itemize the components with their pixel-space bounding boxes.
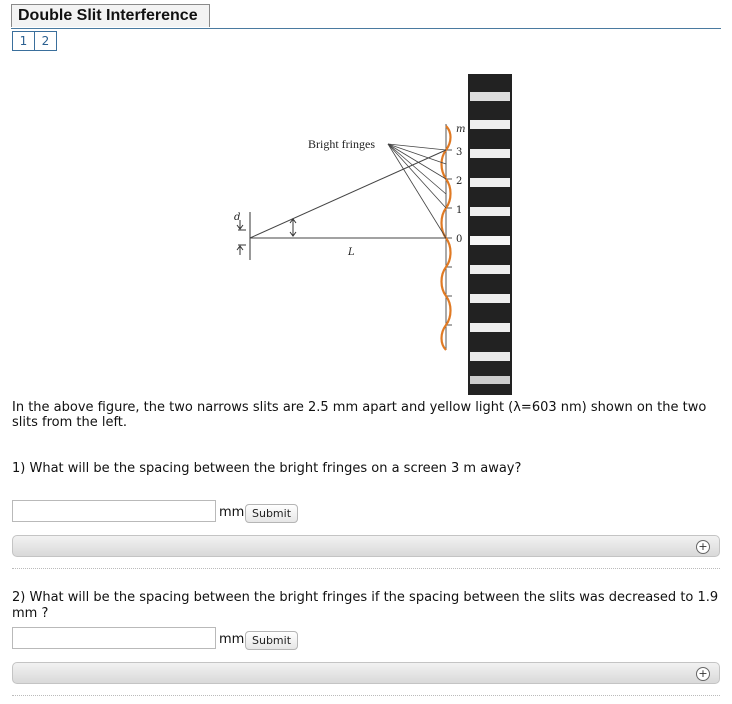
order-1-label: 1 (456, 205, 463, 216)
separator (12, 568, 720, 569)
submit-button-2[interactable]: Submit (245, 631, 298, 650)
order-2-label: 2 (456, 176, 463, 187)
expand-plus-icon[interactable]: + (696, 667, 710, 681)
page-tab-2[interactable]: 2 (34, 31, 57, 51)
double-slit-figure (220, 70, 520, 400)
d-label: d (234, 212, 241, 223)
page-title: Double Slit Interference (11, 4, 210, 27)
intro-text: In the above figure, the two narrows slits are 2.5 mm apart and yellow light (λ=603 nm) shown on the two slits from the left. (12, 400, 707, 430)
answer-input-2[interactable] (12, 627, 216, 649)
question-2-text: 2) What will be the spacing between the bright fringes if the spacing between the slits was decreased to 1.9 mm ? (12, 590, 719, 621)
answer-input-1[interactable] (12, 500, 216, 522)
hint-bar-1[interactable] (12, 535, 720, 557)
leader-lines (388, 144, 446, 238)
hint-bar-2[interactable] (12, 662, 720, 684)
m-label: m (456, 124, 466, 135)
expand-plus-icon[interactable]: + (696, 540, 710, 554)
ray-to-m3 (250, 150, 446, 238)
page-tab-1[interactable]: 1 (12, 31, 35, 51)
title-bar (11, 4, 721, 29)
unit-label-1: mm (219, 505, 245, 520)
order-0-label: 0 (456, 234, 463, 245)
order-3-label: 3 (456, 147, 463, 158)
unit-label-2: mm (219, 632, 245, 647)
L-label: L (348, 247, 355, 258)
separator (12, 695, 720, 696)
submit-button-1[interactable]: Submit (245, 504, 298, 523)
bright-fringes-label: Bright fringes (308, 137, 375, 151)
figure-diagram (220, 70, 520, 400)
page-tabs (12, 31, 56, 50)
question-1-text: 1) What will be the spacing between the bright fringes on a screen 3 m away? (12, 461, 522, 476)
